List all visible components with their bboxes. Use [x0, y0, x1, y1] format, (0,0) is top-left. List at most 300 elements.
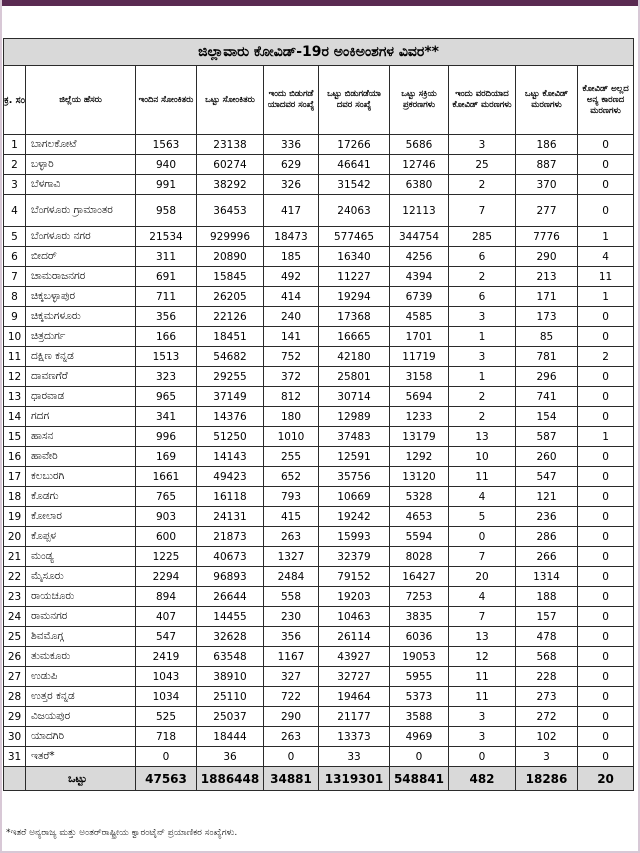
- table-row: [4, 747, 634, 767]
- row-serial-number: 7: [4, 267, 26, 287]
- row-district-name: ಬಳ್ಳಾರಿ: [26, 155, 136, 175]
- row-today-deaths: 3: [449, 707, 516, 727]
- row-total-discharged: 24063: [319, 195, 390, 227]
- row-active-cases: 3588: [390, 707, 449, 727]
- row-district-name: ಮಂಡ್ಯ: [26, 547, 136, 567]
- row-district-name: ಕೊಪ್ಪಳ: [26, 527, 136, 547]
- row-today-infected: 718: [136, 727, 197, 747]
- row-other-deaths: 0: [578, 567, 634, 587]
- row-serial-number: 17: [4, 467, 26, 487]
- row-serial-number: 22: [4, 567, 26, 587]
- row-today-infected: 169: [136, 447, 197, 467]
- row-today-discharged: 185: [264, 247, 319, 267]
- row-total-infected: 18444: [197, 727, 264, 747]
- row-total-discharged: 35756: [319, 467, 390, 487]
- row-other-deaths: 0: [578, 175, 634, 195]
- row-total-deaths: 781: [516, 347, 578, 367]
- row-active-cases: 1292: [390, 447, 449, 467]
- row-other-deaths: 0: [578, 447, 634, 467]
- row-active-cases: 7253: [390, 587, 449, 607]
- header-total-discharged: ಒಟ್ಟು ಬಿಡುಗಡೆಯಾ ದವರ ಸಂಖ್ಯೆ: [319, 66, 390, 135]
- row-today-discharged: 356: [264, 627, 319, 647]
- row-serial-number: 31: [4, 747, 26, 767]
- row-district-name: ಹಾವೇರಿ: [26, 447, 136, 467]
- row-total-discharged: 17266: [319, 135, 390, 155]
- row-today-deaths: 20: [449, 567, 516, 587]
- row-other-deaths: 0: [578, 527, 634, 547]
- row-active-cases: 16427: [390, 567, 449, 587]
- row-district-name: ದಕ್ಷಿಣ ಕನ್ನಡ: [26, 347, 136, 367]
- row-total-infected: 51250: [197, 427, 264, 447]
- row-total-deaths: 121: [516, 487, 578, 507]
- row-today-deaths: 2: [449, 267, 516, 287]
- row-total-infected: 37149: [197, 387, 264, 407]
- row-total-discharged: 43927: [319, 647, 390, 667]
- row-today-deaths: 2: [449, 175, 516, 195]
- row-active-cases: 6036: [390, 627, 449, 647]
- row-total-deaths: 173: [516, 307, 578, 327]
- row-total-discharged: 577465: [319, 227, 390, 247]
- row-today-infected: 547: [136, 627, 197, 647]
- row-total-discharged: 25801: [319, 367, 390, 387]
- row-active-cases: 19053: [390, 647, 449, 667]
- row-today-deaths: 25: [449, 155, 516, 175]
- row-today-infected: 21534: [136, 227, 197, 247]
- row-today-discharged: 18473: [264, 227, 319, 247]
- row-today-discharged: 336: [264, 135, 319, 155]
- row-other-deaths: 11: [578, 267, 634, 287]
- row-district-name: ಧಾರವಾಡ: [26, 387, 136, 407]
- table-row: [4, 447, 634, 467]
- table-row: [4, 507, 634, 527]
- row-today-discharged: 722: [264, 687, 319, 707]
- table-row: [4, 627, 634, 647]
- row-other-deaths: 0: [578, 467, 634, 487]
- row-district-name: ಕಲಬುರಗಿ: [26, 467, 136, 487]
- row-active-cases: 344754: [390, 227, 449, 247]
- row-active-cases: 1701: [390, 327, 449, 347]
- row-today-infected: 991: [136, 175, 197, 195]
- row-total-discharged: 19203: [319, 587, 390, 607]
- row-district-name: ಬೆಳಗಾವಿ: [26, 175, 136, 195]
- row-today-infected: 711: [136, 287, 197, 307]
- row-total-discharged: 26114: [319, 627, 390, 647]
- header-row: [4, 66, 634, 135]
- row-today-deaths: 11: [449, 667, 516, 687]
- total-today-infected: 47563: [136, 767, 197, 791]
- row-total-infected: 24131: [197, 507, 264, 527]
- row-total-infected: 26644: [197, 587, 264, 607]
- row-active-cases: 11719: [390, 347, 449, 367]
- row-total-discharged: 16340: [319, 247, 390, 267]
- row-today-discharged: 415: [264, 507, 319, 527]
- row-today-discharged: 629: [264, 155, 319, 175]
- row-today-infected: 166: [136, 327, 197, 347]
- table-row: [4, 287, 634, 307]
- row-other-deaths: 0: [578, 747, 634, 767]
- row-total-infected: 14455: [197, 607, 264, 627]
- row-other-deaths: 0: [578, 647, 634, 667]
- row-total-deaths: 3: [516, 747, 578, 767]
- row-total-deaths: 547: [516, 467, 578, 487]
- row-total-deaths: 102: [516, 727, 578, 747]
- row-today-discharged: 327: [264, 667, 319, 687]
- row-serial-number: 27: [4, 667, 26, 687]
- row-serial-number: 5: [4, 227, 26, 247]
- row-district-name: ಬೀದರ್: [26, 247, 136, 267]
- row-other-deaths: 0: [578, 387, 634, 407]
- row-active-cases: 13179: [390, 427, 449, 447]
- row-total-deaths: 290: [516, 247, 578, 267]
- row-today-infected: 311: [136, 247, 197, 267]
- row-today-deaths: 3: [449, 307, 516, 327]
- row-today-deaths: 11: [449, 467, 516, 487]
- header-total-infected: ಒಟ್ಟು ಸೋಂಕಿತರು: [197, 66, 264, 135]
- row-serial-number: 14: [4, 407, 26, 427]
- row-today-infected: 965: [136, 387, 197, 407]
- row-today-deaths: 5: [449, 507, 516, 527]
- total-serial-cell: [4, 767, 26, 791]
- row-total-deaths: 272: [516, 707, 578, 727]
- row-other-deaths: 0: [578, 507, 634, 527]
- row-other-deaths: 0: [578, 587, 634, 607]
- row-serial-number: 11: [4, 347, 26, 367]
- total-label: ಒಟ್ಟು: [26, 767, 136, 791]
- row-total-deaths: 171: [516, 287, 578, 307]
- row-district-name: ಶಿವಮೊಗ್ಗ: [26, 627, 136, 647]
- row-total-infected: 96893: [197, 567, 264, 587]
- table-row: [4, 547, 634, 567]
- row-today-infected: 1563: [136, 135, 197, 155]
- row-today-infected: 996: [136, 427, 197, 447]
- row-total-deaths: 478: [516, 627, 578, 647]
- row-today-discharged: 417: [264, 195, 319, 227]
- row-today-deaths: 6: [449, 287, 516, 307]
- row-serial-number: 2: [4, 155, 26, 175]
- row-today-infected: 1043: [136, 667, 197, 687]
- row-total-infected: 60274: [197, 155, 264, 175]
- row-other-deaths: 0: [578, 407, 634, 427]
- row-other-deaths: 0: [578, 667, 634, 687]
- row-total-deaths: 213: [516, 267, 578, 287]
- row-total-infected: 21873: [197, 527, 264, 547]
- table-body: [4, 135, 634, 767]
- row-total-discharged: 12591: [319, 447, 390, 467]
- row-total-discharged: 42180: [319, 347, 390, 367]
- row-today-deaths: 11: [449, 687, 516, 707]
- row-total-infected: 14376: [197, 407, 264, 427]
- row-other-deaths: 0: [578, 707, 634, 727]
- row-today-deaths: 1: [449, 327, 516, 347]
- row-district-name: ಉತ್ತರ ಕನ್ನಡ: [26, 687, 136, 707]
- row-active-cases: 0: [390, 747, 449, 767]
- row-district-name: ಯಾದಗಿರಿ: [26, 727, 136, 747]
- row-active-cases: 5328: [390, 487, 449, 507]
- row-today-deaths: 4: [449, 587, 516, 607]
- row-district-name: ಕೋಲಾರ: [26, 507, 136, 527]
- row-other-deaths: 0: [578, 135, 634, 155]
- row-total-deaths: 228: [516, 667, 578, 687]
- row-total-infected: 38910: [197, 667, 264, 687]
- row-other-deaths: 0: [578, 195, 634, 227]
- row-today-discharged: 0: [264, 747, 319, 767]
- row-today-infected: 341: [136, 407, 197, 427]
- row-active-cases: 12746: [390, 155, 449, 175]
- row-total-infected: 23138: [197, 135, 264, 155]
- row-total-discharged: 13373: [319, 727, 390, 747]
- row-district-name: ಚಿತ್ರದುರ್ಗ: [26, 327, 136, 347]
- header-total-deaths: ಒಟ್ಟು ಕೋವಿಡ್ ಮರಣಗಳು: [516, 66, 578, 135]
- row-district-name: ಬಾಗಲಕೋಟೆ: [26, 135, 136, 155]
- row-district-name: ಗದಗ: [26, 407, 136, 427]
- row-district-name: ದಾವಣಗೆರೆ: [26, 367, 136, 387]
- row-total-infected: 36: [197, 747, 264, 767]
- row-today-discharged: 812: [264, 387, 319, 407]
- row-total-discharged: 19294: [319, 287, 390, 307]
- row-total-deaths: 1314: [516, 567, 578, 587]
- row-today-deaths: 12: [449, 647, 516, 667]
- row-total-discharged: 16665: [319, 327, 390, 347]
- row-today-infected: 356: [136, 307, 197, 327]
- table-row: [4, 175, 634, 195]
- row-today-deaths: 13: [449, 627, 516, 647]
- row-other-deaths: 0: [578, 307, 634, 327]
- row-serial-number: 30: [4, 727, 26, 747]
- row-today-infected: 765: [136, 487, 197, 507]
- row-today-deaths: 3: [449, 347, 516, 367]
- row-serial-number: 6: [4, 247, 26, 267]
- row-today-discharged: 558: [264, 587, 319, 607]
- row-total-discharged: 10669: [319, 487, 390, 507]
- row-serial-number: 8: [4, 287, 26, 307]
- row-serial-number: 29: [4, 707, 26, 727]
- row-active-cases: 12113: [390, 195, 449, 227]
- table-row: [4, 487, 634, 507]
- row-serial-number: 15: [4, 427, 26, 447]
- row-today-discharged: 2484: [264, 567, 319, 587]
- table-row: [4, 247, 634, 267]
- table-row: [4, 667, 634, 687]
- row-today-infected: 2294: [136, 567, 197, 587]
- row-today-infected: 958: [136, 195, 197, 227]
- row-other-deaths: 0: [578, 155, 634, 175]
- row-total-infected: 14143: [197, 447, 264, 467]
- row-today-infected: 940: [136, 155, 197, 175]
- header-today-deaths: ಇಂದು ವರದಿಯಾದ ಕೋವಿಡ್ ಮರಣಗಳು: [449, 66, 516, 135]
- row-district-name: ವಿಜಯಪುರ: [26, 707, 136, 727]
- total-total-infected: 1886448: [197, 767, 264, 791]
- row-district-name: ಚಿಕ್ಕಮಗಳೂರು: [26, 307, 136, 327]
- table-row: [4, 407, 634, 427]
- row-today-deaths: 10: [449, 447, 516, 467]
- row-today-deaths: 3: [449, 135, 516, 155]
- row-serial-number: 23: [4, 587, 26, 607]
- row-total-infected: 25037: [197, 707, 264, 727]
- row-today-deaths: 2: [449, 387, 516, 407]
- table-row: [4, 307, 634, 327]
- row-serial-number: 4: [4, 195, 26, 227]
- row-today-discharged: 1010: [264, 427, 319, 447]
- table-row: [4, 195, 634, 227]
- row-today-discharged: 793: [264, 487, 319, 507]
- row-today-deaths: 7: [449, 547, 516, 567]
- row-total-discharged: 11227: [319, 267, 390, 287]
- row-serial-number: 26: [4, 647, 26, 667]
- total-row: [4, 767, 634, 791]
- row-district-name: ಕೊಡಗು: [26, 487, 136, 507]
- row-today-deaths: 13: [449, 427, 516, 447]
- row-active-cases: 6380: [390, 175, 449, 195]
- total-other-deaths: 20: [578, 767, 634, 791]
- row-other-deaths: 0: [578, 487, 634, 507]
- row-today-infected: 903: [136, 507, 197, 527]
- total-total-deaths: 18286: [516, 767, 578, 791]
- row-total-infected: 22126: [197, 307, 264, 327]
- row-total-discharged: 33: [319, 747, 390, 767]
- row-total-infected: 929996: [197, 227, 264, 247]
- total-total-discharged: 1319301: [319, 767, 390, 791]
- row-total-discharged: 46641: [319, 155, 390, 175]
- row-total-deaths: 85: [516, 327, 578, 347]
- row-other-deaths: 0: [578, 327, 634, 347]
- row-district-name: ತುಮಕೂರು: [26, 647, 136, 667]
- row-serial-number: 25: [4, 627, 26, 647]
- row-total-deaths: 370: [516, 175, 578, 195]
- table-row: [4, 527, 634, 547]
- row-serial-number: 12: [4, 367, 26, 387]
- left-border: [0, 0, 2, 853]
- row-total-infected: 25110: [197, 687, 264, 707]
- row-total-deaths: 236: [516, 507, 578, 527]
- row-total-infected: 15845: [197, 267, 264, 287]
- row-today-infected: 1225: [136, 547, 197, 567]
- row-other-deaths: 0: [578, 727, 634, 747]
- row-today-discharged: 240: [264, 307, 319, 327]
- row-other-deaths: 0: [578, 607, 634, 627]
- table-row: [4, 267, 634, 287]
- row-district-name: ಬೆಂಗಳೂರು ಗ್ರಾಮಾಂತರ: [26, 195, 136, 227]
- row-total-discharged: 19242: [319, 507, 390, 527]
- row-today-discharged: 180: [264, 407, 319, 427]
- row-total-infected: 38292: [197, 175, 264, 195]
- row-active-cases: 4653: [390, 507, 449, 527]
- row-total-deaths: 587: [516, 427, 578, 447]
- row-other-deaths: 0: [578, 627, 634, 647]
- row-active-cases: 5373: [390, 687, 449, 707]
- row-today-deaths: 2: [449, 407, 516, 427]
- row-total-deaths: 7776: [516, 227, 578, 247]
- row-today-deaths: 3: [449, 727, 516, 747]
- table-row: [4, 155, 634, 175]
- table-row: [4, 707, 634, 727]
- table-row: [4, 687, 634, 707]
- table-row: [4, 367, 634, 387]
- table-row: [4, 427, 634, 447]
- table-row: [4, 567, 634, 587]
- row-active-cases: 3158: [390, 367, 449, 387]
- table-title: ಜಿಲ್ಲಾವಾರು ಕೋವಿಡ್-19ರ ಅಂಕಿಅಂಶಗಳ ವಿವರ**: [4, 39, 634, 66]
- row-serial-number: 16: [4, 447, 26, 467]
- row-serial-number: 13: [4, 387, 26, 407]
- total-active-cases: 548841: [390, 767, 449, 791]
- row-total-infected: 18451: [197, 327, 264, 347]
- row-district-name: ಬೆಂಗಳೂರು ನಗರ: [26, 227, 136, 247]
- row-other-deaths: 1: [578, 227, 634, 247]
- row-active-cases: 3835: [390, 607, 449, 627]
- row-active-cases: 4969: [390, 727, 449, 747]
- row-total-discharged: 32379: [319, 547, 390, 567]
- row-today-discharged: 255: [264, 447, 319, 467]
- row-today-discharged: 492: [264, 267, 319, 287]
- row-today-infected: 0: [136, 747, 197, 767]
- row-serial-number: 24: [4, 607, 26, 627]
- row-district-name: ಇತರೆ*: [26, 747, 136, 767]
- row-other-deaths: 0: [578, 367, 634, 387]
- row-other-deaths: 1: [578, 427, 634, 447]
- row-total-discharged: 10463: [319, 607, 390, 627]
- row-district-name: ಚಾಮರಾಜನಗರ: [26, 267, 136, 287]
- row-today-infected: 1034: [136, 687, 197, 707]
- row-today-infected: 1513: [136, 347, 197, 367]
- total-today-deaths: 482: [449, 767, 516, 791]
- row-today-discharged: 752: [264, 347, 319, 367]
- row-today-infected: 407: [136, 607, 197, 627]
- top-border: [0, 0, 640, 6]
- row-active-cases: 4585: [390, 307, 449, 327]
- header-other-deaths: ಕೋವಿಡ್ ಅಲ್ಲದ ಅನ್ಯ ಕಾರಣದ ಮರಣಗಳು: [578, 66, 634, 135]
- row-district-name: ಹಾಸನ: [26, 427, 136, 447]
- row-total-deaths: 277: [516, 195, 578, 227]
- row-today-infected: 600: [136, 527, 197, 547]
- row-active-cases: 13120: [390, 467, 449, 487]
- row-today-discharged: 290: [264, 707, 319, 727]
- row-today-deaths: 0: [449, 747, 516, 767]
- row-total-discharged: 15993: [319, 527, 390, 547]
- row-today-discharged: 414: [264, 287, 319, 307]
- header-today-infected: ಇಂದಿನ ಸೋಂಕಿತರು: [136, 66, 197, 135]
- row-total-discharged: 32727: [319, 667, 390, 687]
- row-total-infected: 40673: [197, 547, 264, 567]
- row-total-discharged: 79152: [319, 567, 390, 587]
- row-today-deaths: 285: [449, 227, 516, 247]
- table-row: [4, 727, 634, 747]
- row-today-discharged: 263: [264, 727, 319, 747]
- row-active-cases: 8028: [390, 547, 449, 567]
- row-today-infected: 691: [136, 267, 197, 287]
- row-total-deaths: 157: [516, 607, 578, 627]
- row-district-name: ರಾಯಚೂರು: [26, 587, 136, 607]
- table-row: [4, 347, 634, 367]
- header-active-cases: ಒಟ್ಟು ಸಕ್ರಿಯ ಪ್ರಕರಣಗಳು: [390, 66, 449, 135]
- row-total-discharged: 31542: [319, 175, 390, 195]
- row-total-deaths: 286: [516, 527, 578, 547]
- row-total-infected: 32628: [197, 627, 264, 647]
- row-total-deaths: 273: [516, 687, 578, 707]
- row-other-deaths: 0: [578, 547, 634, 567]
- row-serial-number: 10: [4, 327, 26, 347]
- row-today-discharged: 1327: [264, 547, 319, 567]
- table-row: [4, 647, 634, 667]
- row-total-deaths: 188: [516, 587, 578, 607]
- row-serial-number: 1: [4, 135, 26, 155]
- row-today-discharged: 652: [264, 467, 319, 487]
- covid-stats-table: [3, 38, 634, 791]
- row-other-deaths: 0: [578, 687, 634, 707]
- row-total-infected: 54682: [197, 347, 264, 367]
- row-active-cases: 5955: [390, 667, 449, 687]
- row-today-infected: 894: [136, 587, 197, 607]
- row-today-deaths: 4: [449, 487, 516, 507]
